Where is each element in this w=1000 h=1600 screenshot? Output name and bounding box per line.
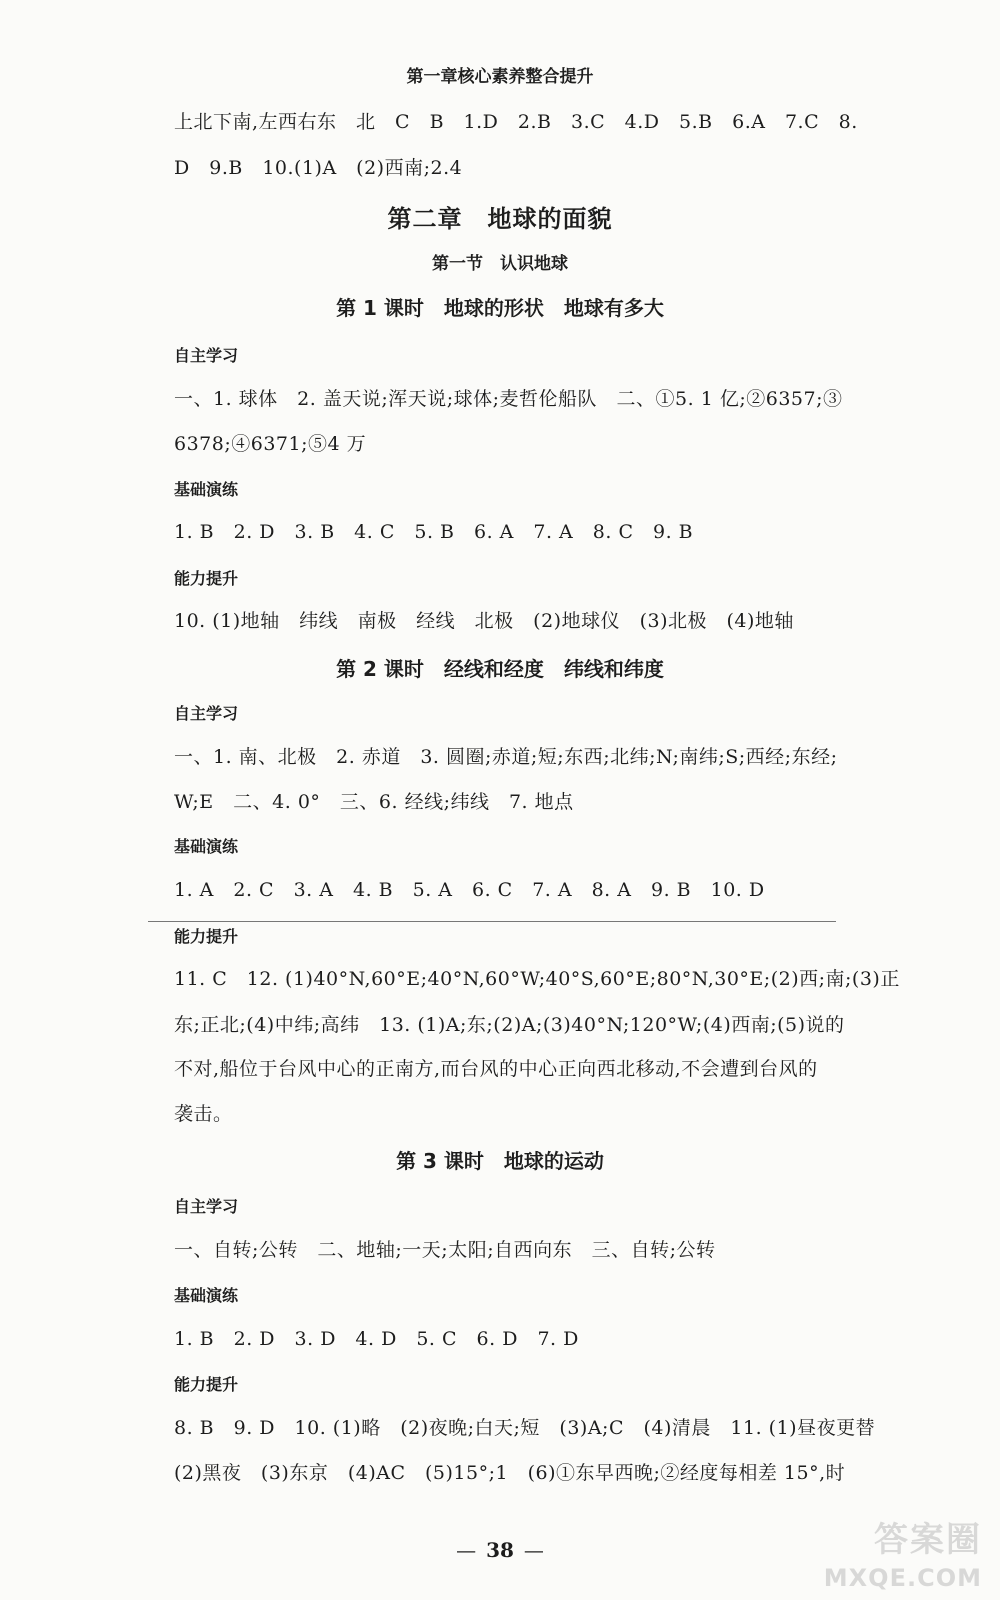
- lesson2-basic-line-1: 1. A 2. C 3. A 4. B 5. A 6. C 7. A 8. A 9. B 10. D: [174, 879, 765, 901]
- lesson3-title: 第 3 课时 地球的运动: [396, 1149, 604, 1173]
- lesson2-title: 第 2 课时 经线和经度 纬线和纬度: [336, 657, 664, 681]
- watermark-logo: [767, 1512, 982, 1592]
- lesson3-ability-line-2: (2)黑夜 (3)东京 (4)AC (5)15°;1 (6)①东早西晚;②经度每相差 15°,时: [174, 1462, 846, 1484]
- watermark-line-1: 答案圈: [874, 1520, 982, 1560]
- lesson3-self-study-heading: 自主学习: [174, 1197, 239, 1216]
- ch1-review-line-2: D 9.B 10.(1)A (2)西南;2.4: [174, 157, 463, 179]
- lesson3-self-study-line-1: 一、自转;公转 二、地轴;一天;太阳;自西向东 三、自转;公转: [174, 1239, 716, 1261]
- lesson3-ability-line-1: 8. B 9. D 10. (1)略 (2)夜晚;白天;短 (3)A;C (4)清晨 11. (1)昼夜更替: [174, 1417, 876, 1439]
- lesson2-self-study-line-2: W;E 二、4. 0° 三、6. 经线;纬线 7. 地点: [174, 791, 574, 813]
- dash-right: —: [523, 1538, 544, 1562]
- lesson2-basic-heading: 基础演练: [174, 837, 239, 856]
- lesson1-title: 第 1 课时 地球的形状 地球有多大: [336, 296, 664, 320]
- lesson1-ability-line-1: 10. (1)地轴 纬线 南极 经线 北极 (2)地球仪 (3)北极 (4)地轴: [174, 610, 794, 632]
- divider-rule: [148, 921, 836, 922]
- lesson2-self-study-heading: 自主学习: [174, 704, 239, 723]
- lesson2-ability-line-2: 东;正北;(4)中纬;高纬 13. (1)A;东;(2)A;(3)40°N;120°W;(4)西南;(5)说的: [174, 1014, 845, 1036]
- section1-title: 第一节 认识地球: [432, 254, 568, 274]
- lesson2-ability-line-3: 不对,船位于台风中心的正南方,而台风的中心正向西北移动,不会遭到台风的: [174, 1058, 818, 1080]
- lesson3-basic-heading: 基础演练: [174, 1286, 239, 1305]
- lesson3-ability-heading: 能力提升: [174, 1375, 239, 1394]
- watermark-line-2: MXQE.COM: [823, 1564, 982, 1592]
- lesson2-ability-line-4: 袭击。: [174, 1103, 233, 1125]
- lesson1-ability-heading: 能力提升: [174, 569, 239, 588]
- chapter2-title: 第二章 地球的面貌: [387, 205, 613, 233]
- page-number-value: 38: [486, 1538, 514, 1562]
- dash-left: —: [456, 1538, 477, 1562]
- lesson1-self-study-line-2: 6378;④6371;⑤4 万: [174, 433, 367, 455]
- lesson1-self-study-heading: 自主学习: [174, 346, 239, 365]
- ch1-review-line-1: 上北下南,左西右东 北 C B 1.D 2.B 3.C 4.D 5.B 6.A 7.C 8.: [174, 111, 858, 133]
- lesson2-ability-heading: 能力提升: [174, 927, 239, 946]
- lesson1-self-study-line-1: 一、1. 球体 2. 盖天说;浑天说;球体;麦哲伦船队 二、①5. 1 亿;②6357;③: [174, 388, 843, 410]
- lesson2-ability-line-1: 11. C 12. (1)40°N,60°E;40°N,60°W;40°S,60°E;80°N,30°E;(2)西;南;(3)正: [174, 968, 900, 990]
- ch1-review-title: 第一章核心素养整合提升: [406, 67, 594, 87]
- lesson3-basic-line-1: 1. B 2. D 3. D 4. D 5. C 6. D 7. D: [174, 1328, 579, 1350]
- lesson2-self-study-line-1: 一、1. 南、北极 2. 赤道 3. 圆圈;赤道;短;东西;北纬;N;南纬;S;西经;东经;: [174, 746, 838, 768]
- lesson1-basic-line-1: 1. B 2. D 3. B 4. C 5. B 6. A 7. A 8. C 9. B: [174, 521, 694, 543]
- lesson1-basic-heading: 基础演练: [174, 480, 239, 499]
